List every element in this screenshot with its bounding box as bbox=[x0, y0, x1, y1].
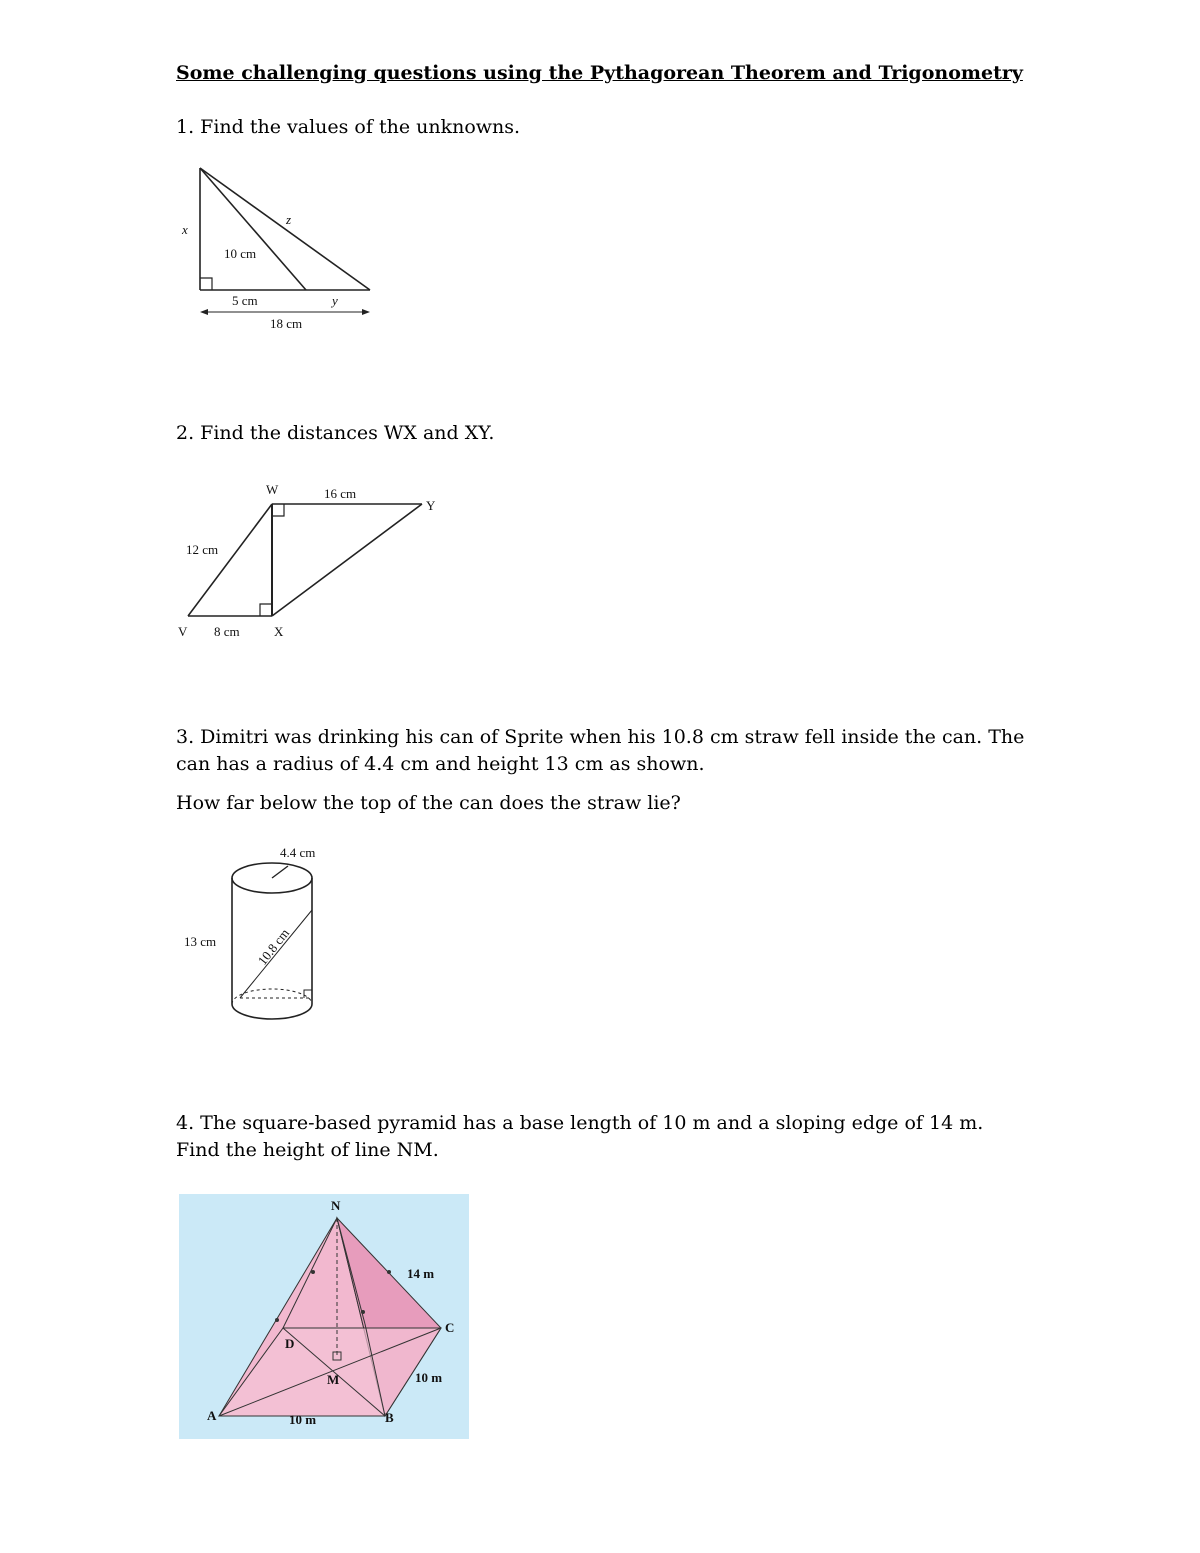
label-16cm: 16 cm bbox=[324, 486, 357, 501]
label-W: W bbox=[266, 482, 279, 497]
question-3-text: 3. Dimitri was drinking his can of Sprite when his 10.8 cm straw fell inside the can. The can has a radius of 4.4 cm and height 13 cm as shown. bbox=[176, 726, 1025, 775]
label-V: V bbox=[178, 624, 188, 639]
label-A: A bbox=[207, 1408, 217, 1423]
label-z: z bbox=[286, 212, 292, 227]
label-5cm: 5 cm bbox=[232, 293, 258, 308]
question-1-text: 1. Find the values of the unknowns. bbox=[176, 116, 521, 138]
label-10cm: 10 cm bbox=[224, 246, 257, 261]
label-y: y bbox=[332, 293, 338, 308]
page-title: Some challenging questions using the Pythagorean Theorem and Trigonometry bbox=[176, 62, 1023, 84]
question-4-text: 4. The square-based pyramid has a base length of 10 m and a sloping edge of 14 m. Find the height of line NM. bbox=[176, 1112, 984, 1161]
label-12cm: 12 cm bbox=[186, 542, 219, 557]
label-18cm: 18 cm bbox=[270, 316, 303, 331]
label-8cm: 8 cm bbox=[214, 624, 240, 639]
question-2-text: 2. Find the distances WX and XY. bbox=[176, 422, 495, 444]
label-C: C bbox=[445, 1320, 455, 1335]
label-M: M bbox=[327, 1372, 340, 1387]
label-10m-side: 10 m bbox=[415, 1370, 443, 1385]
label-14m: 14 m bbox=[407, 1266, 435, 1281]
label-radius: 4.4 cm bbox=[280, 845, 316, 860]
label-straw: 10.8 cm bbox=[254, 925, 293, 968]
figure-2-quadrilateral bbox=[176, 480, 456, 645]
label-B: B bbox=[385, 1410, 394, 1425]
figure-3-can bbox=[176, 840, 356, 1030]
label-x: x bbox=[182, 222, 188, 237]
label-X: X bbox=[274, 624, 284, 639]
question-3-subtext: How far below the top of the can does the straw lie? bbox=[176, 792, 681, 814]
label-13cm: 13 cm bbox=[184, 934, 217, 949]
label-Y: Y bbox=[426, 498, 436, 513]
label-D: D bbox=[285, 1336, 295, 1351]
figure-1-triangle bbox=[176, 160, 386, 340]
figure-4-pyramid bbox=[179, 1194, 469, 1439]
label-10m-base: 10 m bbox=[289, 1412, 317, 1427]
label-N: N bbox=[331, 1198, 341, 1213]
